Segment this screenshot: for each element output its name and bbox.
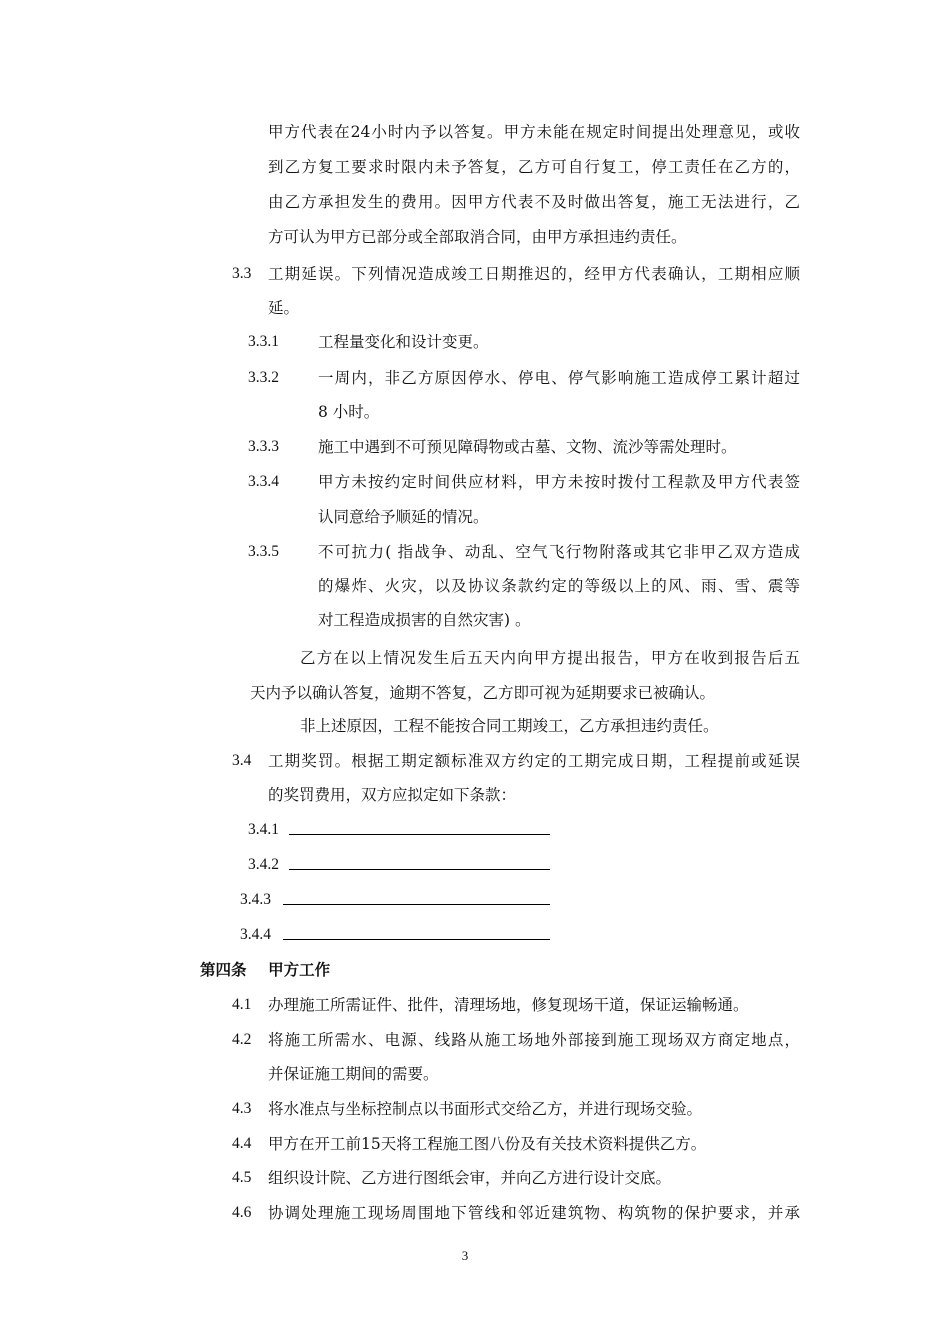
blank-line-3-4-1[interactable] xyxy=(289,834,550,835)
continued-line-1: 甲方代表在24小时内予以答复。甲方未能在规定时间提出处理意见，或收 xyxy=(268,123,800,141)
continued-line-3: 由乙方承担发生的费用。因甲方代表不及时做出答复，施工无法进行，乙 xyxy=(268,193,800,211)
paragraph-2: 非上述原因，工程不能按合同工期竣工，乙方承担违约责任。 xyxy=(300,717,719,735)
item-number-3-3-5: 3.3.5 xyxy=(248,543,279,560)
blank-number-3-4-4: 3.4.4 xyxy=(240,926,271,943)
page-number: 3 xyxy=(461,1248,469,1263)
item-number-4-3: 4.3 xyxy=(232,1100,252,1117)
item-number-4-1: 4.1 xyxy=(232,996,252,1013)
blank-number-3-4-3: 3.4.3 xyxy=(240,891,271,908)
item-4-4-text: 甲方在开工前15天将工程施工图八份及有关技术资料提供乙方。 xyxy=(268,1135,707,1153)
item-number-3-3-1: 3.3.1 xyxy=(248,333,279,350)
paragraph-1-line-1: 乙方在以上情况发生后五天内向甲方提出报告，甲方在收到报告后五 xyxy=(300,649,800,667)
item-4-6-line-1: 协调处理施工现场周围地下管线和邻近建筑物、构筑物的保护要求，并承 xyxy=(268,1204,800,1222)
item-3-3-3-text: 施工中遇到不可预见障碍物或古墓、文物、流沙等需处理时。 xyxy=(318,438,737,456)
item-4-1-text: 办理施工所需证件、批件，清理场地，修复现场干道，保证运输畅通。 xyxy=(268,996,749,1014)
item-number-4-4: 4.4 xyxy=(232,1135,252,1152)
item-4-2-line-2: 并保证施工期间的需要。 xyxy=(268,1065,439,1083)
blank-line-3-4-4[interactable] xyxy=(283,939,550,940)
item-number-4-6: 4.6 xyxy=(232,1204,252,1221)
item-3-3-4-line-1: 甲方未按约定时间供应材料，甲方未按时拨付工程款及甲方代表签 xyxy=(318,473,800,491)
item-3-3-5-line-1: 不可抗力( 指战争、动乱、空气飞行物附落或其它非甲乙双方造成 xyxy=(318,543,800,561)
item-4-5-text: 组织设计院、乙方进行图纸会审，并向乙方进行设计交底。 xyxy=(268,1169,672,1187)
item-3-3-4-line-2: 认同意给予顺延的情况。 xyxy=(318,508,489,526)
section-3-4-line-1: 工期奖罚。根据工期定额标准双方约定的工期完成日期，工程提前或延误 xyxy=(268,752,800,770)
article-4-heading: 第四条 甲方工作 xyxy=(200,960,331,979)
item-3-3-2-line-1: 一周内，非乙方原因停水、停电、停气影响施工造成停工累计超过 xyxy=(318,369,800,387)
section-3-3-line-1: 工期延误。下列情况造成竣工日期推迟的，经甲方代表确认，工期相应顺 xyxy=(268,265,800,283)
paragraph-1-line-2: 天内予以确认答复，逾期不答复，乙方即可视为延期要求已被确认。 xyxy=(250,684,716,702)
item-number-4-2: 4.2 xyxy=(232,1031,252,1048)
section-3-4-line-2: 的奖罚费用，双方应拟定如下条款： xyxy=(268,786,517,804)
item-number-4-5: 4.5 xyxy=(232,1169,252,1186)
item-4-2-line-1: 将施工所需水、电源、线路从施工场地外部接到施工现场双方商定地点， xyxy=(268,1031,800,1049)
item-3-3-2-line-2: 8 小时。 xyxy=(318,403,380,421)
item-number-3-3-4: 3.3.4 xyxy=(248,473,279,490)
item-3-3-1-text: 工程量变化和设计变更。 xyxy=(318,333,489,351)
section-number-3-3: 3.3 xyxy=(232,265,252,282)
blank-line-3-4-2[interactable] xyxy=(289,869,550,870)
blank-number-3-4-2: 3.4.2 xyxy=(248,856,279,873)
item-number-3-3-3: 3.3.3 xyxy=(248,438,279,455)
blank-line-3-4-3[interactable] xyxy=(283,904,550,905)
section-number-3-4: 3.4 xyxy=(232,752,252,769)
continued-line-2: 到乙方复工要求时限内未予答复，乙方可自行复工，停工责任在乙方的， xyxy=(268,158,800,176)
section-3-3-line-2: 延。 xyxy=(268,299,300,317)
continued-line-4: 方可认为甲方已部分或全部取消合同，由甲方承担违约责任。 xyxy=(268,228,687,246)
item-3-3-5-line-2: 的爆炸、火灾，以及协议条款约定的等级以上的风、雨、雪、震等 xyxy=(318,577,800,595)
blank-number-3-4-1: 3.4.1 xyxy=(248,821,279,838)
item-number-3-3-2: 3.3.2 xyxy=(248,369,279,386)
item-4-3-text: 将水准点与坐标控制点以书面形式交给乙方，并进行现场交验。 xyxy=(268,1100,703,1118)
item-3-3-5-line-3: 对工程造成损害的自然灾害) 。 xyxy=(318,611,531,629)
